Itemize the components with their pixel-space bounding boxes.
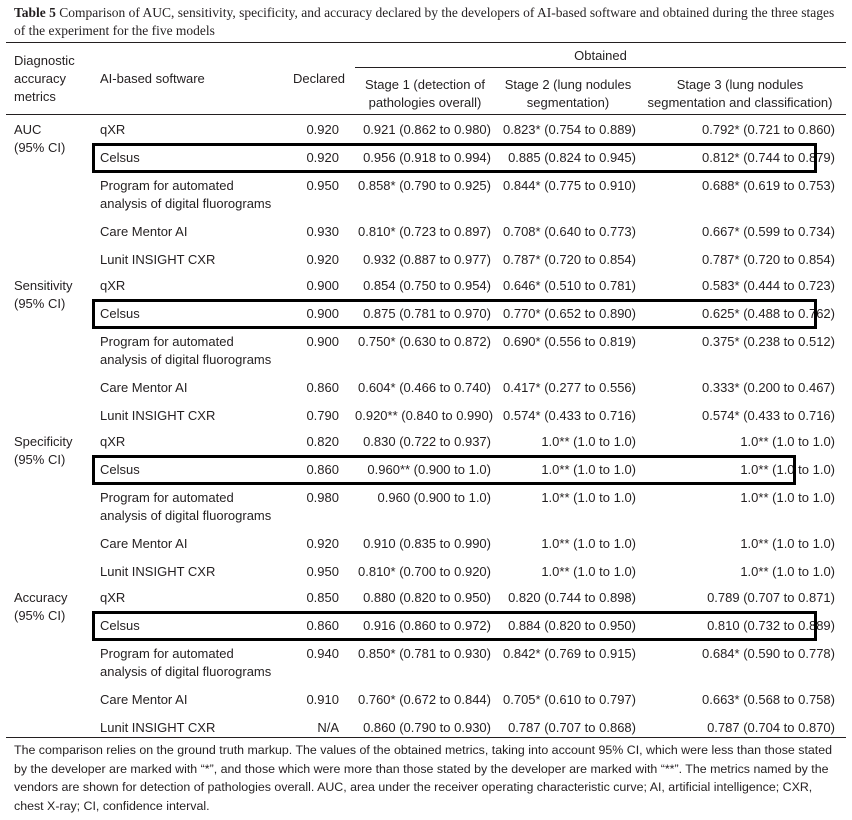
- software-name: Lunit INSIGHT CXR: [100, 252, 216, 267]
- stage1-value: 0.810* (0.723 to 0.897): [358, 224, 491, 239]
- metric-label: AUC: [14, 122, 42, 137]
- highlight-box: [92, 299, 817, 329]
- header-stage2-line1: Stage 2 (lung nodules: [504, 77, 632, 92]
- stage1-value: 0.960** (0.900 to 1.0): [367, 462, 491, 477]
- stage3-value: 1.0** (1.0 to 1.0): [740, 434, 835, 449]
- stage1-value: 0.850* (0.781 to 0.930): [358, 646, 491, 661]
- declared-value: 0.900: [306, 306, 339, 321]
- declared-value: 0.920: [306, 122, 339, 137]
- stage3-value: 0.792* (0.721 to 0.860): [702, 122, 835, 137]
- software-name: Lunit INSIGHT CXR: [100, 720, 216, 735]
- table-caption: [14, 4, 840, 40]
- stage2-value: 0.770* (0.652 to 0.890): [503, 306, 636, 321]
- metric-label: Specificity: [14, 434, 73, 449]
- header-metric-line3: metrics: [14, 89, 56, 104]
- stage2-value: 1.0** (1.0 to 1.0): [541, 536, 636, 551]
- highlight-box: [92, 455, 796, 485]
- top-rule: [6, 42, 846, 43]
- header-rule: [6, 114, 846, 115]
- software-name: qXR: [100, 278, 126, 293]
- stage2-value: 0.885 (0.824 to 0.945): [508, 150, 636, 165]
- declared-value: 0.860: [306, 618, 339, 633]
- stage1-value: 0.932 (0.887 to 0.977): [363, 252, 491, 267]
- highlight-box: [92, 143, 817, 173]
- declared-value: 0.910: [306, 692, 339, 707]
- declared-value: 0.920: [306, 536, 339, 551]
- stage1-value: 0.830 (0.722 to 0.937): [363, 434, 491, 449]
- declared-value: 0.860: [306, 380, 339, 395]
- metric-label: (95% CI): [14, 296, 66, 311]
- stage1-value: 0.860 (0.790 to 0.930): [363, 720, 491, 735]
- stage1-value: 0.916 (0.860 to 0.972): [363, 618, 491, 633]
- declared-value: 0.930: [306, 224, 339, 239]
- declared-value: 0.860: [306, 462, 339, 477]
- declared-value: 0.980: [306, 490, 339, 505]
- stage1-value: 0.760* (0.672 to 0.844): [358, 692, 491, 707]
- software-name: analysis of digital fluorograms: [100, 196, 272, 211]
- software-name: Celsus: [100, 306, 140, 321]
- stage1-value: 0.921 (0.862 to 0.980): [363, 122, 491, 137]
- software-name: Lunit INSIGHT CXR: [100, 408, 216, 423]
- table-footnote: The comparison relies on the ground truth markup. The values of the obtained metrics, taking into account 95% CI, which were less than those stated by the developer are marked with “*”, and those which were more than those stated by the developer are marked with “**”. The metrics named by the vendors are shown for detection of pathologies overall. AUC, area under the receiver operating characteristic curve; AI, artificial intelligence; CXR, chest X-ray; CI, confidence interval.: [14, 743, 832, 813]
- declared-value: 0.820: [306, 434, 339, 449]
- header-software: AI-based software: [100, 71, 205, 86]
- header-metric-line1: Diagnostic: [14, 53, 75, 68]
- software-name: Care Mentor AI: [100, 692, 188, 707]
- stage1-value: 0.810* (0.700 to 0.920): [358, 564, 491, 579]
- stage3-value: 0.787* (0.720 to 0.854): [702, 252, 835, 267]
- header-stage1-line1: Stage 1 (detection of: [365, 77, 485, 92]
- stage2-value: 0.787* (0.720 to 0.854): [503, 252, 636, 267]
- stage2-value: 0.417* (0.277 to 0.556): [503, 380, 636, 395]
- metric-label: Accuracy: [14, 590, 68, 605]
- bottom-rule: [6, 737, 846, 738]
- declared-value: 0.920: [306, 150, 339, 165]
- stage1-value: 0.920** (0.840 to 0.990): [355, 408, 494, 423]
- stage2-value: 0.646* (0.510 to 0.781): [503, 278, 636, 293]
- software-name: Lunit INSIGHT CXR: [100, 564, 216, 579]
- table-label: Table 5: [14, 5, 56, 20]
- stage2-value: 0.823* (0.754 to 0.889): [503, 122, 636, 137]
- stage1-value: 0.910 (0.835 to 0.990): [363, 536, 491, 551]
- software-name: Program for automated: [100, 334, 234, 349]
- metric-label: (95% CI): [14, 608, 66, 623]
- software-name: Care Mentor AI: [100, 536, 188, 551]
- declared-value: N/A: [317, 720, 339, 735]
- header-declared: Declared: [293, 71, 346, 86]
- stage3-value: 0.574* (0.433 to 0.716): [702, 408, 835, 423]
- software-name: analysis of digital fluorograms: [100, 352, 272, 367]
- software-name: qXR: [100, 122, 126, 137]
- stage2-value: 0.844* (0.775 to 0.910): [503, 178, 636, 193]
- stage3-value: 0.810 (0.732 to 0.889): [707, 618, 835, 633]
- stage2-value: 0.574* (0.433 to 0.716): [503, 408, 636, 423]
- header-obtained: Obtained: [574, 48, 627, 63]
- stage2-value: 1.0** (1.0 to 1.0): [541, 564, 636, 579]
- software-name: Program for automated: [100, 490, 234, 505]
- stage1-value: 0.960 (0.900 to 1.0): [377, 490, 491, 505]
- software-name: Program for automated: [100, 178, 234, 193]
- metric-label: (95% CI): [14, 452, 66, 467]
- stage3-value: 0.333* (0.200 to 0.467): [702, 380, 835, 395]
- software-name: Celsus: [100, 462, 140, 477]
- stage3-value: 0.583* (0.444 to 0.723): [702, 278, 835, 293]
- stage3-value: 0.375* (0.238 to 0.512): [702, 334, 835, 349]
- software-name: qXR: [100, 434, 126, 449]
- stage1-value: 0.750* (0.630 to 0.872): [358, 334, 491, 349]
- stage2-value: 1.0** (1.0 to 1.0): [541, 490, 636, 505]
- stage2-value: 0.884 (0.820 to 0.950): [508, 618, 636, 633]
- declared-value: 0.920: [306, 252, 339, 267]
- declared-value: 0.950: [306, 564, 339, 579]
- metric-label: Sensitivity: [14, 278, 73, 293]
- stage3-value: 1.0** (1.0 to 1.0): [740, 490, 835, 505]
- software-name: Celsus: [100, 150, 140, 165]
- stage3-value: 1.0** (1.0 to 1.0): [740, 564, 835, 579]
- stage3-value: 1.0** (1.0 to 1.0): [740, 536, 835, 551]
- stage1-value: 0.858* (0.790 to 0.925): [358, 178, 491, 193]
- declared-value: 0.950: [306, 178, 339, 193]
- stage1-value: 0.875 (0.781 to 0.970): [363, 306, 491, 321]
- software-name: Care Mentor AI: [100, 380, 188, 395]
- stage3-value: 0.684* (0.590 to 0.778): [702, 646, 835, 661]
- stage2-value: 0.787 (0.707 to 0.868): [508, 720, 636, 735]
- header-metric-line2: accuracy: [14, 71, 67, 86]
- header-stage2-line2: segmentation): [526, 95, 610, 110]
- software-name: Celsus: [100, 618, 140, 633]
- declared-value: 0.900: [306, 334, 339, 349]
- software-name: Care Mentor AI: [100, 224, 188, 239]
- header-stage1-line2: pathologies overall): [368, 95, 482, 110]
- stage2-value: 0.705* (0.610 to 0.797): [503, 692, 636, 707]
- stage3-value: 0.663* (0.568 to 0.758): [702, 692, 835, 707]
- software-name: analysis of digital fluorograms: [100, 508, 272, 523]
- software-name: qXR: [100, 590, 126, 605]
- stage2-value: 0.842* (0.769 to 0.915): [503, 646, 636, 661]
- stage3-value: 0.787 (0.704 to 0.870): [707, 720, 835, 735]
- header-stage3-line2: segmentation and classification): [647, 95, 833, 110]
- header-stage3-line1: Stage 3 (lung nodules: [676, 77, 804, 92]
- stage3-value: 0.667* (0.599 to 0.734): [702, 224, 835, 239]
- declared-value: 0.790: [306, 408, 339, 423]
- stage1-value: 0.604* (0.466 to 0.740): [358, 380, 491, 395]
- declared-value: 0.850: [306, 590, 339, 605]
- stage1-value: 0.880 (0.820 to 0.950): [363, 590, 491, 605]
- stage2-value: 0.820 (0.744 to 0.898): [508, 590, 636, 605]
- stage3-value: 0.789 (0.707 to 0.871): [707, 590, 835, 605]
- stage3-value: 1.0** (1.0 to 1.0): [740, 462, 835, 477]
- table-title: Comparison of AUC, sensitivity, specificity, and accuracy declared by the developers of AI-based software and obtained during the three stages of the experiment for the five models: [14, 5, 835, 38]
- stage3-value: 0.812* (0.744 to 0.879): [702, 150, 835, 165]
- obtained-rule: [355, 67, 846, 68]
- stage2-value: 0.690* (0.556 to 0.819): [503, 334, 636, 349]
- stage3-value: 0.625* (0.488 to 0.762): [702, 306, 835, 321]
- stage3-value: 0.688* (0.619 to 0.753): [702, 178, 835, 193]
- software-name: Program for automated: [100, 646, 234, 661]
- metric-label: (95% CI): [14, 140, 66, 155]
- stage2-value: 1.0** (1.0 to 1.0): [541, 462, 636, 477]
- highlight-box: [92, 611, 817, 641]
- stage2-value: 1.0** (1.0 to 1.0): [541, 434, 636, 449]
- stage2-value: 0.708* (0.640 to 0.773): [503, 224, 636, 239]
- declared-value: 0.940: [306, 646, 339, 661]
- stage1-value: 0.854 (0.750 to 0.954): [363, 278, 491, 293]
- stage1-value: 0.956 (0.918 to 0.994): [363, 150, 491, 165]
- declared-value: 0.900: [306, 278, 339, 293]
- software-name: analysis of digital fluorograms: [100, 664, 272, 679]
